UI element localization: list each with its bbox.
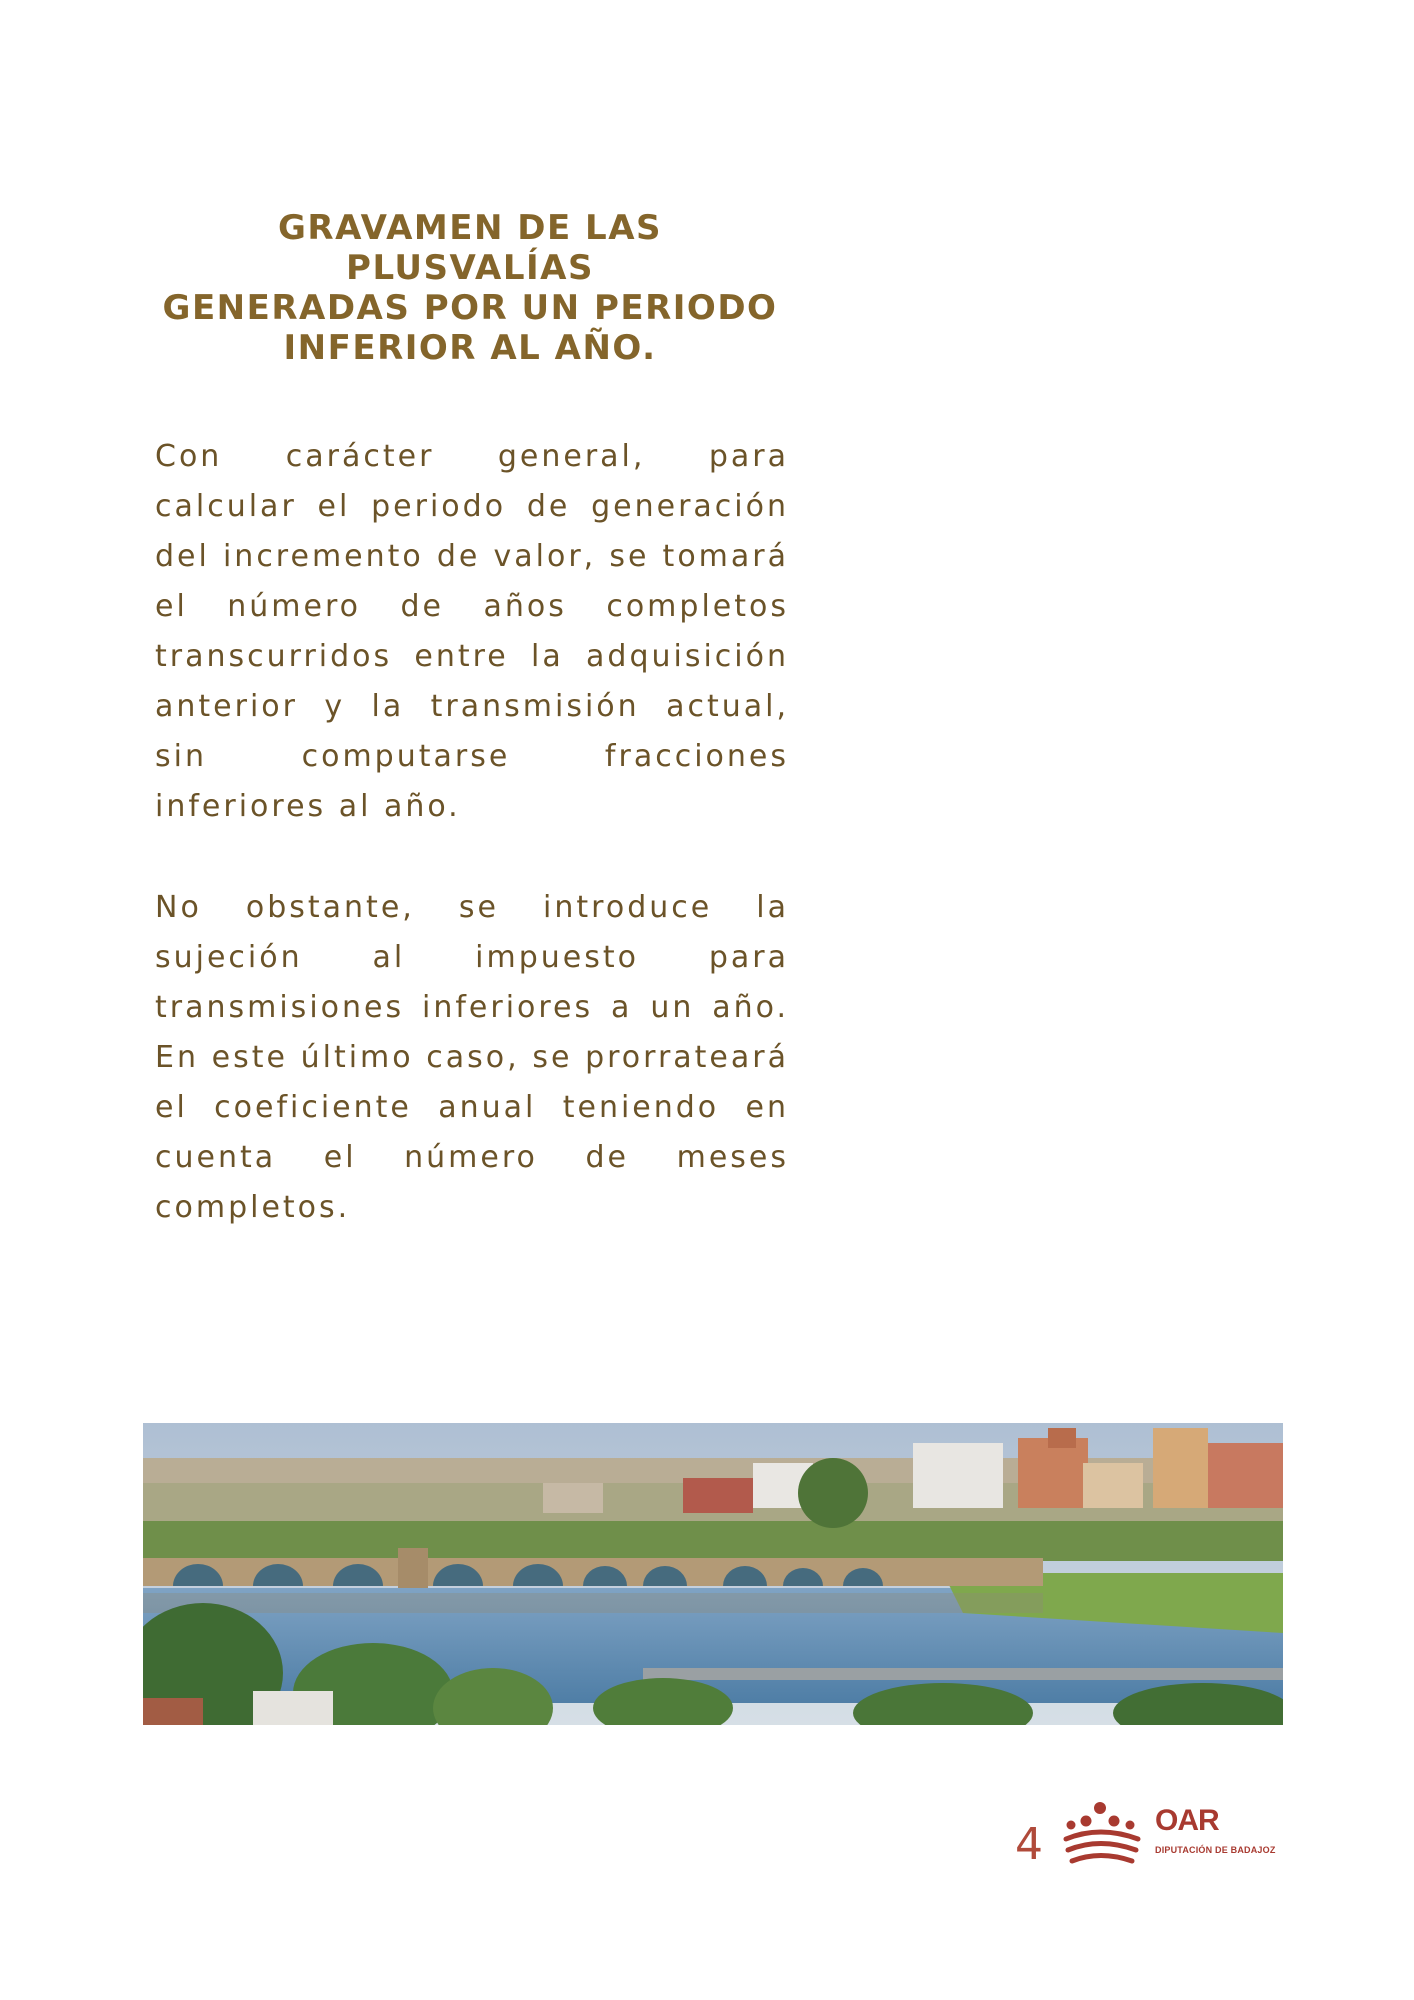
logo-subtitle: DIPUTACIÓN DE BADAJOZ <box>1155 1845 1276 1855</box>
paragraph-exception: No obstante, se introduce la sujeción al impuesto para transmisiones inferiores a un año. En este último caso, se prorrateará el coeficiente anual teniendo en cuenta el número de meses completos. <box>155 890 789 1225</box>
logo-title: OAR <box>1155 1804 1219 1837</box>
title-line-3: INFERIOR AL AÑO. <box>283 328 657 368</box>
oar-logo-emblem-icon <box>1060 1795 1144 1879</box>
page-title <box>150 208 790 368</box>
page-number: 4 <box>1015 1819 1043 1870</box>
title-line-2: GENERADAS POR UN PERIODO <box>162 288 778 328</box>
title-line-1: GRAVAMEN DE LAS PLUSVALÍAS <box>277 208 662 288</box>
bridge-landscape-photo <box>143 1423 1283 1725</box>
paragraph-general-rule: Con carácter general, para calcular el periodo de generación del incremento de valor, se tomará el número de años completos transcurridos entre la adquisición anterior y la transmisión actual, sin computarse fracciones inferiores al año. <box>155 439 789 824</box>
